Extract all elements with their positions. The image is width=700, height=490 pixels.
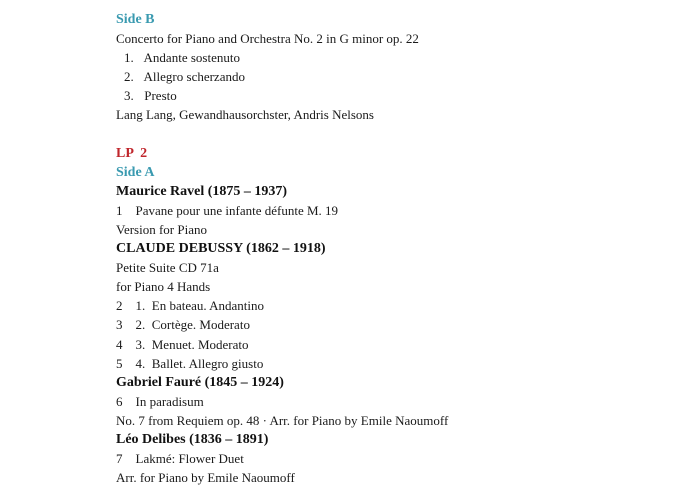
track-note: No. 7 from Requiem op. 48 · Arr. for Piano by Emile Naoumoff [116,412,449,428]
track-5: 5 4. Ballet. Allegro giusto [116,355,264,371]
composer-faure: Gabriel Fauré (1845 – 1924) [116,374,284,390]
track-7: 7 Lakmé: Flower Duet [116,451,244,467]
composer-debussy: CLAUDE DEBUSSY (1862 – 1918) [116,241,326,257]
movement-title: Andante sostenuto [143,50,240,66]
movement-title: Presto [144,88,177,104]
section-spacer [116,125,676,144]
movement-item [116,48,676,67]
composer-delibes: Léo Delibes (1836 – 1891) [116,431,269,447]
track-note: Version for Piano [116,221,207,237]
track-4: 4 3. Menuet. Moderato [116,336,249,352]
movement-item [116,86,676,105]
movement-item [116,67,676,86]
movement-title: Allegro scherzando [143,69,245,85]
movement-number: 2. [124,69,134,85]
track-2: 2 1. En bateau. Andantino [116,298,265,314]
track-note: for Piano 4 Hands [116,279,211,295]
side-b-performers: Lang Lang, Gewandhausorchster, Andris Nelsons [116,107,374,123]
track-3: 3 2. Cortège. Moderato [116,317,250,333]
composer-ravel: Maurice Ravel (1875 – 1937) [116,183,288,199]
movement-number: 1. [124,50,134,66]
tracklist [116,10,676,487]
work-title: Petite Suite CD 71a [116,260,219,276]
lp2-side-a-heading: Side A [116,164,155,180]
movement-number: 3. [124,88,134,104]
track-6: 6 In paradisum [116,393,204,409]
track-note: Arr. for Piano by Emile Naoumoff [116,470,295,486]
lp2-heading: LP 2 [116,145,148,161]
side-b-heading: Side B [116,12,155,27]
track-1: 1 Pavane pour une infante défunte M. 19 [116,202,339,218]
side-b-work-title: Concerto for Piano and Orchestra No. 2 in G minor op. 22 [116,31,419,47]
